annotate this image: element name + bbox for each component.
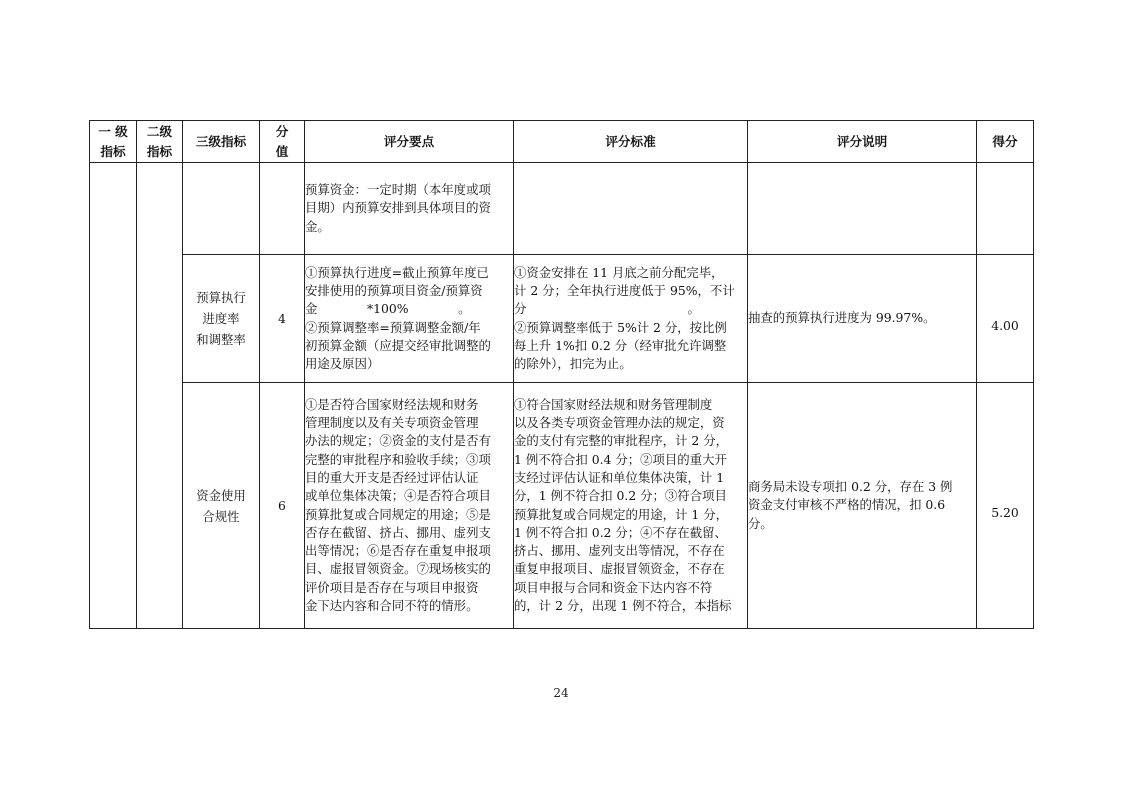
header-key-points: 评分要点 [305,121,514,163]
level2-cell [137,163,183,629]
explanation-cell: 抽查的预算执行进度为 99.97%。 [748,255,977,383]
points-cell: 4 [260,255,305,383]
header-explanation: 评分说明 [748,121,977,163]
explanation-cell [748,163,977,255]
level3-cell: 资金使用 合规性 [183,383,260,629]
level1-cell [90,163,137,629]
standard-cell: ①符合国家财经法规和财务管理制度 以及各类专项资金管理办法的规定，资 金的支付有完整的审批程序，计 2 分， 1 例不符合扣 0.4 分；②项目的重大开 支经过评估认证和单位集体决策，计 1 分，1 例不符合扣 0.2 分；③符合项目 预算批复或合同规定的用途，计 1 分， 1 例不符合扣 0.2 分；④不存在截留、 挤占、挪用、虚列支出等情况，不存在 重复申报项目、虚报冒领资金，不存在 项目申报与合同和资金下达内容不符 的，计 2 分，出现 1 例不符合，本指标 [514,383,748,629]
standard-cell: ①资金安排在 11 月底之前分配完毕， 计 2 分；全年执行进度低于 95%，不计 分 。 ②预算调整率低于 5%计 2 分，按比例 每上升 1%扣 0.2 分（经审批允许调整 的除外），扣完为止。 [514,255,748,383]
key-points-cell: 预算资金：一定时期（本年度或项 目期）内预算安排到具体项目的资 金。 [305,163,514,255]
table-row [90,255,1034,383]
page-number: 24 [553,686,569,700]
table-row [90,383,1034,629]
header-level3: 三级指标 [183,121,260,163]
header-score: 得分 [977,121,1034,163]
key-points-cell: ①是否符合国家财经法规和财务 管理制度以及有关专项资金管理 办法的规定；②资金的支付是否有 完整的审批程序和验收手续；③项 目的重大开支是否经过评估认证 或单位集体决策；④是否符合项目 预算批复或合同规定的用途；⑤是 否存在截留、挤占、挪用、虚列支 出等情况；⑥是否存在重复申报项 目、虚报冒领资金。⑦现场核实的 评价项目是否存在与项目申报资 金下达内容和合同不符的情形。 [305,383,514,629]
points-cell: 6 [260,383,305,629]
evaluation-table [89,120,1034,629]
standard-cell [514,163,748,255]
header-level2: 二级 指标 [137,121,183,163]
key-points-cell: ①预算执行进度=截止预算年度已 安排使用的预算项目资金/预算资 金 *100% 。 ②预算调整率=预算调整金额/年 初预算金额（应提交经审批调整的 用途及原因） [305,255,514,383]
table-row [90,163,1034,255]
level3-cell [183,163,260,255]
score-cell [977,163,1034,255]
table-header-row [90,121,1034,163]
level3-cell: 预算执行 进度率 和调整率 [183,255,260,383]
score-cell: 4.00 [977,255,1034,383]
score-cell: 5.20 [977,383,1034,629]
header-standard: 评分标准 [514,121,748,163]
header-points: 分 值 [260,121,305,163]
explanation-cell: 商务局未设专项扣 0.2 分，存在 3 例 资金支付审核不严格的情况，扣 0.6 分。 [748,383,977,629]
points-cell [260,163,305,255]
header-level1: 一 级 指标 [90,121,137,163]
